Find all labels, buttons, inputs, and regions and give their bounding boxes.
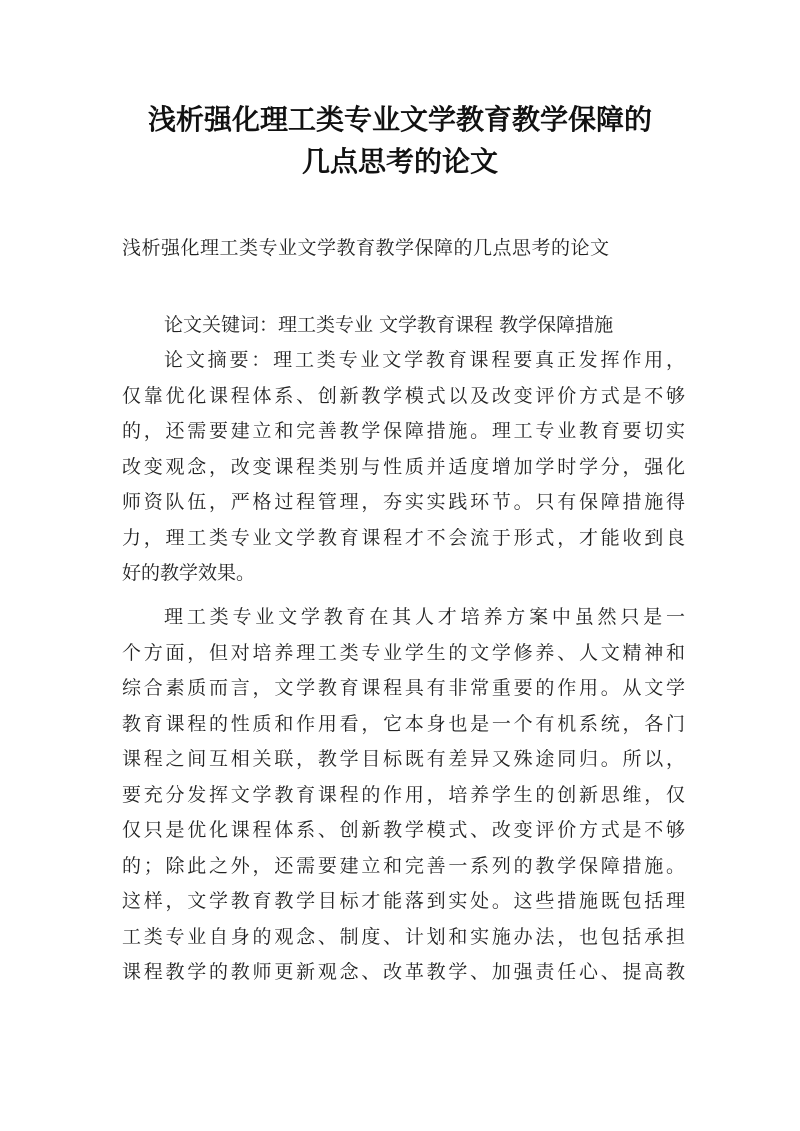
paragraph-line: 工类专业自身的观念、制度、计划和实施办法，也包括承担 bbox=[122, 925, 685, 948]
document-title-line-1: 浅析强化理工类专业文学教育教学保障的 bbox=[147, 103, 652, 136]
abstract-line: 力，理工类专业文学教育课程才不会流于形式，才能收到良 bbox=[122, 526, 685, 549]
paragraph-line: 课程教学的教师更新观念、改革教学、加强责任心、提高教 bbox=[122, 961, 685, 983]
abstract-line: 改变观念，改变课程类别与性质并适度增加学时学分，强化 bbox=[122, 455, 685, 478]
paragraph-line: 这样，文学教育教学目标才能落到实处。这些措施既包括理 bbox=[122, 890, 685, 912]
document-subtitle: 浅析强化理工类专业文学教育教学保障的几点思考的论文 bbox=[122, 237, 610, 259]
abstract-line: 师资队伍，严格过程管理，夯实实践环节。只有保障措施得 bbox=[122, 491, 685, 513]
abstract-line: 论文摘要：理工类专业文学教育课程要真正发挥作用， bbox=[164, 349, 685, 371]
paragraph-line: 仅只是优化课程体系、创新教学模式、改变评价方式是不够 bbox=[122, 819, 685, 841]
paragraph-line: 课程之间互相关联，教学目标既有差异又殊途同归。所以， bbox=[122, 748, 685, 770]
paragraph-line: 综合素质而言，文学教育课程具有非常重要的作用。从文学 bbox=[122, 677, 685, 699]
keywords-paragraph bbox=[122, 308, 685, 344]
abstract-line: 好的教学效果。 bbox=[122, 562, 256, 584]
paragraph-line: 的；除此之外，还需要建立和完善一系列的教学保障措施。 bbox=[122, 854, 685, 877]
paragraph-line: 个方面，但对培养理工类专业学生的文学修养、人文精神和 bbox=[122, 641, 685, 664]
paragraph-line: 要充分发挥文学教育课程的作用，培养学生的创新思维，仅 bbox=[122, 783, 685, 806]
document-title-line-2: 几点思考的论文 bbox=[301, 145, 498, 178]
paragraph-line: 理工类专业文学教育在其人才培养方案中虽然只是一 bbox=[164, 606, 685, 628]
body-paragraph bbox=[122, 600, 685, 991]
abstract-paragraph bbox=[122, 343, 685, 592]
abstract-line: 的，还需要建立和完善教学保障措施。理工专业教育要切实 bbox=[122, 420, 685, 442]
keywords-line: 论文关键词：理工类专业 文学教育课程 教学保障措施 bbox=[164, 314, 614, 336]
abstract-line: 仅靠优化课程体系、创新教学模式以及改变评价方式是不够 bbox=[122, 384, 685, 407]
paragraph-line: 教育课程的性质和作用看，它本身也是一个有机系统，各门 bbox=[122, 712, 685, 735]
